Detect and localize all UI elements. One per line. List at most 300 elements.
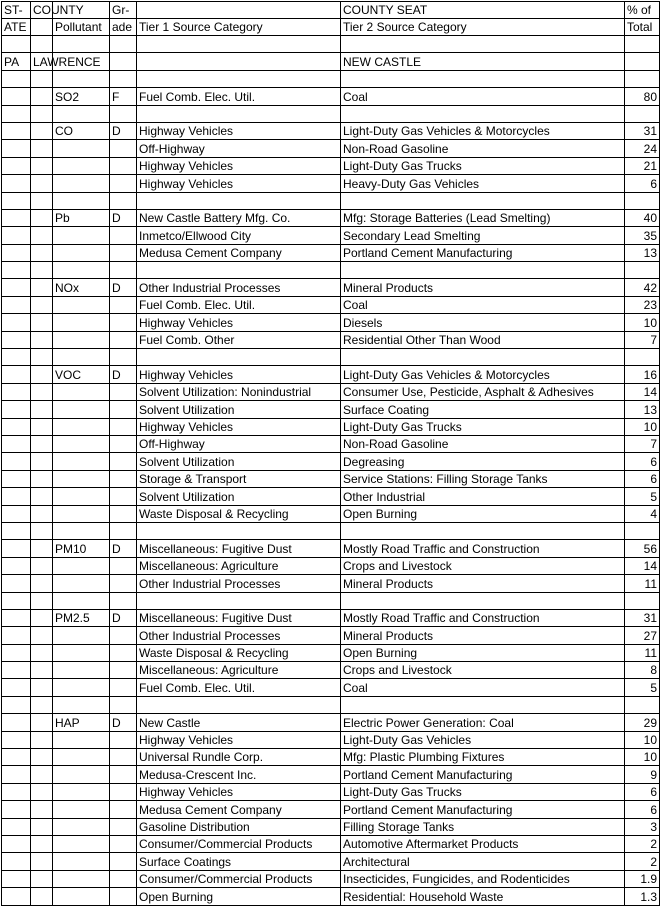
cell-county [31,766,53,783]
cell-pollutant [53,435,110,452]
cell-pollutant [53,470,110,487]
cell-tier2: Mfg: Plastic Plumbing Fixtures [341,749,625,766]
cell-grade [110,227,137,244]
header-county [31,2,84,19]
cell-tier1 [137,262,341,279]
cell-county [31,853,53,870]
table-row [2,609,660,626]
cell-pollutant [53,557,110,574]
cell-tier1: Off-Highway [137,435,341,452]
cell-grade: F [110,88,137,105]
cell-tier1: Inmetco/Ellwood City [137,227,341,244]
cell-county [31,888,53,905]
cell-tier2: Open Burning [341,644,625,661]
cell-state [2,731,31,748]
cell-pct: 42 [625,279,660,296]
cell-pollutant [53,383,110,400]
cell-tier2: Coal [341,679,625,696]
cell-county [31,818,53,835]
cell-grade [110,453,137,470]
cell-state [2,262,31,279]
cell-state [2,401,31,418]
cell-state [2,679,31,696]
cell-tier2: Light-Duty Gas Vehicles & Motorcycles [341,122,625,139]
cell-tier2: Light-Duty Gas Vehicles [341,731,625,748]
cell-tier1: Off-Highway [137,140,341,157]
cell-county [31,209,53,226]
cell-grade [110,296,137,313]
cell-tier2: Light-Duty Gas Trucks [341,783,625,800]
cell-state [2,244,31,261]
cell-pct: 9 [625,766,660,783]
cell-pollutant [53,349,110,366]
cell-state [2,175,31,192]
cell-tier1: Waste Disposal & Recycling [137,505,341,522]
table-row [2,505,660,522]
header-row-1 [2,2,660,19]
cell-pollutant [53,522,110,539]
cell-state [2,696,31,713]
cell-tier2 [341,70,625,87]
cell-pollutant [53,70,110,87]
cell-tier2: Surface Coating [341,401,625,418]
cell-grade [110,679,137,696]
cell-grade [110,801,137,818]
header-tier1-top [137,2,341,19]
table-row [2,88,660,105]
cell-county [31,279,53,296]
cell-grade [110,749,137,766]
table-row [2,488,660,505]
cell-county [31,401,53,418]
cell-tier1 [137,696,341,713]
cell-grade [110,488,137,505]
cell-grade [110,192,137,209]
cell-tier1: Solvent Utilization [137,453,341,470]
cell-tier2: Other Industrial [341,488,625,505]
cell-tier1: Surface Coatings [137,853,341,870]
cell-state [2,435,31,452]
cell-state [2,818,31,835]
cell-pct: 21 [625,157,660,174]
cell-grade [110,696,137,713]
cell-pct: 1.3 [625,888,660,905]
cell-tier2: Coal [341,88,625,105]
cell-pollutant [53,505,110,522]
table-row [2,227,660,244]
cell-tier1: Highway Vehicles [137,731,341,748]
cell-tier2: Crops and Livestock [341,662,625,679]
cell-pollutant [53,592,110,609]
table-row [2,662,660,679]
cell-grade [110,262,137,279]
cell-grade [110,627,137,644]
location-state: PA [2,53,31,70]
cell-grade: D [110,609,137,626]
cell-pollutant [53,140,110,157]
cell-tier2: Automotive Aftermarket Products [341,835,625,852]
cell-pct [625,70,660,87]
cell-tier2: Portland Cement Manufacturing [341,244,625,261]
location-seat: NEW CASTLE [341,53,625,70]
cell-pollutant: PM2.5 [53,609,110,626]
table-row [2,714,660,731]
blank-row [2,36,660,53]
cell-pct: 10 [625,731,660,748]
cell-pct: 7 [625,331,660,348]
cell-tier2: Architectural [341,853,625,870]
cell-pct: 40 [625,209,660,226]
cell-pct: 13 [625,244,660,261]
cell-tier1: Medusa Cement Company [137,801,341,818]
cell-county [31,731,53,748]
cell-tier1: Highway Vehicles [137,175,341,192]
cell-grade [110,140,137,157]
cell-tier2: Consumer Use, Pesticide, Asphalt & Adhesives [341,383,625,400]
cell-pollutant [53,453,110,470]
table-row [2,192,660,209]
cell-pct: 80 [625,88,660,105]
cell-county [31,870,53,887]
cell-state [2,227,31,244]
table-row [2,540,660,557]
cell-pollutant [53,262,110,279]
cell-county [31,70,53,87]
cell-grade [110,175,137,192]
table-row [2,575,660,592]
cell-grade [110,835,137,852]
cell-tier2: Non-Road Gasoline [341,435,625,452]
cell-tier2: Residential: Household Waste [341,888,625,905]
cell-tier1: Medusa-Crescent Inc. [137,766,341,783]
cell-grade [110,435,137,452]
cell-state [2,888,31,905]
cell-grade: D [110,540,137,557]
cell-pollutant [53,418,110,435]
cell-pct [625,349,660,366]
cell-grade [110,157,137,174]
cell-pollutant: CO [53,122,110,139]
cell-pollutant [53,818,110,835]
cell-state [2,557,31,574]
cell-state [2,122,31,139]
cell-pct: 23 [625,296,660,313]
table-row [2,175,660,192]
cell-pollutant: NOx [53,279,110,296]
cell-pct [625,262,660,279]
cell-state [2,766,31,783]
cell-pct: 14 [625,383,660,400]
cell-tier1: Other Industrial Processes [137,279,341,296]
cell-tier2: Mfg: Storage Batteries (Lead Smelting) [341,209,625,226]
cell-tier2: Light-Duty Gas Trucks [341,157,625,174]
cell-tier2: Coal [341,296,625,313]
cell-county [31,88,53,105]
cell-state [2,853,31,870]
cell-tier2: Light-Duty Gas Trucks [341,418,625,435]
cell-county [31,122,53,139]
cell-tier2: Non-Road Gasoline [341,140,625,157]
cell-grade [110,418,137,435]
cell-pollutant [53,192,110,209]
cell-state [2,453,31,470]
table-row [2,592,660,609]
cell-tier1 [137,592,341,609]
cell-tier2 [341,696,625,713]
cell-county [31,314,53,331]
cell-state [2,366,31,383]
cell-pct: 6 [625,801,660,818]
cell-grade [110,470,137,487]
cell-pollutant [53,157,110,174]
cell-state [2,349,31,366]
cell-pollutant [53,401,110,418]
cell-tier1 [137,105,341,122]
cell-tier1: Highway Vehicles [137,157,341,174]
cell-tier1: Solvent Utilization [137,401,341,418]
cell-county [31,331,53,348]
cell-tier2: Light-Duty Gas Vehicles & Motorcycles [341,366,625,383]
cell-county [31,105,53,122]
header-row-2 [2,19,660,36]
cell-state [2,296,31,313]
cell-grade [110,557,137,574]
cell-tier2: Electric Power Generation: Coal [341,714,625,731]
cell-county [31,227,53,244]
cell-state [2,314,31,331]
cell-pct: 6 [625,175,660,192]
cell-pct: 10 [625,314,660,331]
cell-grade [110,349,137,366]
cell-pct: 24 [625,140,660,157]
cell-county [31,696,53,713]
cell-grade [110,870,137,887]
header-county-label: COUNTY [33,3,84,17]
cell-tier1: Miscellaneous: Agriculture [137,557,341,574]
cell-pct: 7 [625,435,660,452]
cell-pollutant: VOC [53,366,110,383]
cell-state [2,488,31,505]
cell-state [2,644,31,661]
cell-pollutant [53,488,110,505]
table-row [2,105,660,122]
cell-pollutant [53,175,110,192]
cell-state [2,331,31,348]
cell-pct [625,696,660,713]
location-row [2,53,660,70]
table-row [2,888,660,905]
cell-grade [110,592,137,609]
cell-state [2,88,31,105]
table-row [2,818,660,835]
cell-tier1: Solvent Utilization [137,488,341,505]
cell-state [2,157,31,174]
cell-county [31,835,53,852]
cell-tier2: Heavy-Duty Gas Vehicles [341,175,625,192]
cell-state [2,870,31,887]
cell-pollutant [53,331,110,348]
cell-tier1: New Castle Battery Mfg. Co. [137,209,341,226]
cell-pct: 2 [625,853,660,870]
cell-pollutant [53,296,110,313]
header-tier2: Tier 2 Source Category [341,19,625,36]
header-pollutant: Pollutant [53,19,110,36]
cell-tier1: Miscellaneous: Fugitive Dust [137,609,341,626]
cell-tier1: Consumer/Commercial Products [137,870,341,887]
cell-pct: 13 [625,401,660,418]
location-county-label: LAWRENCE [33,54,101,69]
cell-tier1: Highway Vehicles [137,418,341,435]
table-row [2,331,660,348]
cell-state [2,105,31,122]
table-row [2,766,660,783]
cell-tier1: Gasoline Distribution [137,818,341,835]
cell-tier2: Degreasing [341,453,625,470]
cell-tier1: Other Industrial Processes [137,627,341,644]
cell-pct: 6 [625,470,660,487]
cell-state [2,783,31,800]
cell-pct: 31 [625,609,660,626]
table-row [2,418,660,435]
cell-county [31,679,53,696]
cell-pollutant [53,888,110,905]
cell-tier2 [341,349,625,366]
table-row [2,783,660,800]
cell-grade [110,818,137,835]
cell-tier2: Mineral Products [341,575,625,592]
cell-tier2: Residential Other Than Wood [341,331,625,348]
cell-tier2 [341,522,625,539]
cell-state [2,662,31,679]
cell-tier2: Crops and Livestock [341,557,625,574]
cell-pollutant [53,801,110,818]
cell-state [2,209,31,226]
cell-grade: D [110,209,137,226]
cell-tier1: Consumer/Commercial Products [137,835,341,852]
cell-county [31,175,53,192]
cell-tier2: Secondary Lead Smelting [341,227,625,244]
cell-state [2,279,31,296]
cell-state [2,801,31,818]
cell-pollutant: PM10 [53,540,110,557]
cell-pct: 35 [625,227,660,244]
cell-county [31,453,53,470]
cell-county [31,627,53,644]
cell-pollutant [53,227,110,244]
cell-grade [110,314,137,331]
location-county [31,53,101,70]
cell-pollutant [53,749,110,766]
table-row [2,401,660,418]
cell-pct [625,192,660,209]
cell-pct: 6 [625,453,660,470]
cell-state [2,714,31,731]
cell-pollutant [53,679,110,696]
cell-tier1: Miscellaneous: Fugitive Dust [137,540,341,557]
cell-pollutant [53,105,110,122]
header-state-2: ATE [2,19,31,36]
cell-grade [110,383,137,400]
cell-tier1: Waste Disposal & Recycling [137,644,341,661]
cell-tier1 [137,192,341,209]
cell-pct [625,105,660,122]
table-row [2,627,660,644]
cell-pollutant [53,766,110,783]
cell-tier2: Open Burning [341,505,625,522]
cell-county [31,435,53,452]
table-row [2,870,660,887]
cell-grade: D [110,122,137,139]
cell-pct: 4 [625,505,660,522]
cell-county [31,557,53,574]
cell-state [2,70,31,87]
cell-pct: 14 [625,557,660,574]
cell-tier2: Mineral Products [341,627,625,644]
cell-pct: 5 [625,679,660,696]
header-grade-2: ade [110,19,137,36]
cell-state [2,749,31,766]
cell-county [31,296,53,313]
cell-state [2,540,31,557]
cell-tier1: Medusa Cement Company [137,244,341,261]
cell-pct: 10 [625,749,660,766]
cell-state [2,627,31,644]
cell-county [31,192,53,209]
cell-pollutant [53,853,110,870]
cell-tier1: Highway Vehicles [137,122,341,139]
cell-state [2,609,31,626]
cell-county [31,609,53,626]
cell-state [2,505,31,522]
cell-state [2,140,31,157]
cell-tier1: Highway Vehicles [137,314,341,331]
cell-county [31,592,53,609]
cell-grade [110,522,137,539]
cell-tier2 [341,592,625,609]
table-row [2,383,660,400]
table-row [2,349,660,366]
cell-grade [110,401,137,418]
cell-county [31,801,53,818]
cell-county [31,418,53,435]
cell-tier1: Fuel Comb. Elec. Util. [137,679,341,696]
cell-county [31,366,53,383]
table-row [2,296,660,313]
emissions-table [1,1,660,906]
cell-pct: 2 [625,835,660,852]
cell-grade [110,105,137,122]
cell-pollutant [53,575,110,592]
cell-county [31,644,53,661]
cell-pollutant: Pb [53,209,110,226]
cell-tier2: Mostly Road Traffic and Construction [341,609,625,626]
cell-tier2: Mineral Products [341,279,625,296]
table-row [2,470,660,487]
cell-grade [110,783,137,800]
cell-grade [110,70,137,87]
cell-pct: 5 [625,488,660,505]
cell-tier1: Fuel Comb. Other [137,331,341,348]
header-county-seat: COUNTY SEAT [341,2,625,19]
cell-tier1: Fuel Comb. Elec. Util. [137,88,341,105]
table-row [2,835,660,852]
cell-state [2,592,31,609]
cell-county [31,662,53,679]
cell-tier1: Storage & Transport [137,470,341,487]
header-county-2 [31,19,53,36]
table-row [2,731,660,748]
cell-pollutant [53,696,110,713]
